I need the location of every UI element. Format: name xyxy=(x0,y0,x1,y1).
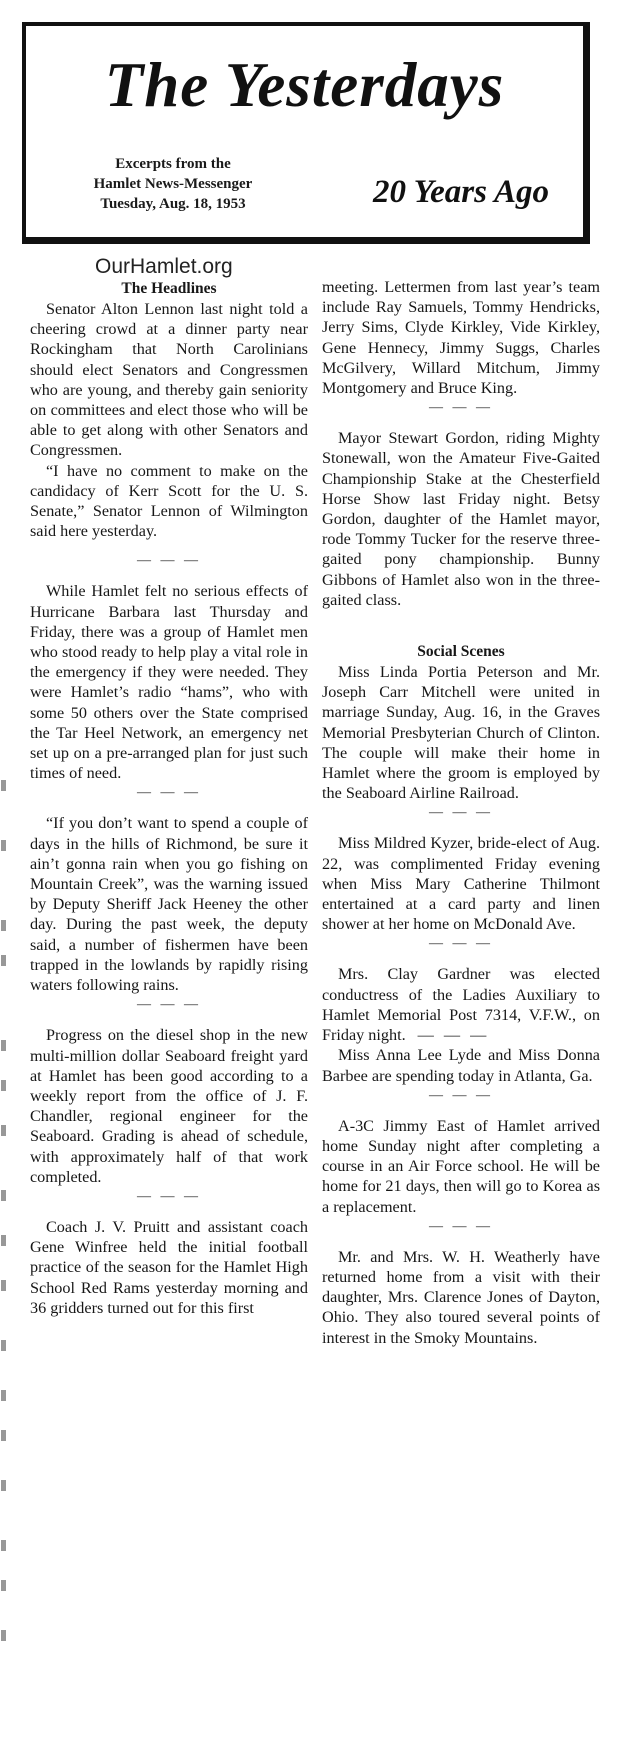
article-separator: — — — xyxy=(429,400,493,416)
article-separator: — — — xyxy=(417,1026,490,1045)
scan-edge-mark xyxy=(1,1630,6,1641)
scan-edge-mark xyxy=(1,1280,6,1291)
article-football-part-2: meeting. Lettermen from last year’s team include Ray Samuels, Tommy Hendricks, Jerry Sims, Clyde Kirkley, Vide Kirkley, Gene Hennecy, Jimmy Suggs, Charles McGilvery, Willard Mitchum, Jimmy Montgomery and Bruce King. xyxy=(322,278,600,398)
article-richmond-fishing: “If you don’t want to spend a couple of days in the hills of Richmond, be sure it ain’t gonna rain when you go fishing on Mountain Creek”, was the warning issued by Deputy Sheriff Jack Heeney the other day. During the past week, the deputy said, a number of fishermen have been trapped in the lowlands by rapidly rising waters following rains. xyxy=(30,814,308,995)
article-horse-show: Mayor Stewart Gordon, riding Mighty Stonewall, won the Amateur Five-Gaited Championship Stake at the Chesterfield Horse Show last Friday night. Betsy Gordon, daughter of the Hamlet mayor, rode Tommy Tucker for the reserve three-gaited pony championship. Bunny Gibbons of Hamlet also won in the three-gaited class. xyxy=(322,429,600,609)
scan-edge-mark xyxy=(1,780,6,791)
article-separator: — — — xyxy=(137,553,201,569)
scan-edge-mark xyxy=(1,840,6,851)
article-lennon-part-1: Senator Alton Lennon last night told a cheering crowd at a dinner party near Rockingham that North Carolinians should elect Senators and Congressmen who are young, and thereby gain seniority on committees and elect those who will be able to get along with other Senators and Congressmen. xyxy=(30,300,308,460)
article-separator: — — — xyxy=(429,936,493,952)
scan-edge-mark xyxy=(1,1540,6,1551)
article-separator: — — — xyxy=(429,805,493,821)
article-weatherly-visit: Mr. and Mrs. W. H. Weatherly have returned home from a visit with their daughter, Mrs. Clarence Jones of Dayton, Ohio. They also toured several points of interest in the Smoky Mountains. xyxy=(322,1247,600,1347)
scan-edge-mark xyxy=(1,1340,6,1351)
site-watermark: OurHamlet.org xyxy=(92,255,236,279)
scan-edge-mark xyxy=(1,1580,6,1591)
source-line-2: Hamlet News-Messenger xyxy=(93,176,253,192)
left-column xyxy=(30,279,308,1318)
years-ago-label: 20 Years Ago xyxy=(372,174,549,210)
scan-edge-mark xyxy=(1,1040,6,1051)
section-heading-social: Social Scenes xyxy=(417,643,505,661)
section-heading-headlines: The Headlines xyxy=(121,280,217,297)
scan-edge-mark xyxy=(1,920,6,931)
scan-edge-mark xyxy=(1,1430,6,1441)
article-lyde-barbee: Miss Anna Lee Lyde and Miss Donna Barbee are spending today in Atlanta, Ga. xyxy=(322,1046,600,1085)
article-hurricane: While Hamlet felt no serious effects of Hurricane Barbara last Thursday and Friday, there was a group of Hamlet men who stood ready to help play a vital role in the emergency if they were needed. They were Hamlet’s radio “hams”, who with some 50 others over the State comprised the Tar Heel Network, an emergency net set up on a pre-arranged plan for just such times of need. xyxy=(30,582,308,783)
article-kyzer-shower: Miss Mildred Kyzer, bride-elect of Aug. 22, was complimented Friday evening when Miss Mary Catherine Thilmont entertained at a card party and linen shower at her home on McDonald Ave. xyxy=(322,834,600,934)
masthead-box xyxy=(22,22,590,244)
scan-edge-mark xyxy=(1,1125,6,1136)
source-line-3: Tuesday, Aug. 18, 1953 xyxy=(100,196,246,212)
article-wedding: Miss Linda Portia Peterson and Mr. Joseph Carr Mitchell were united in marriage Sunday, Aug. 16, in the Graves Memorial Presbyterian Church of Clinton. The couple will make their home in Hamlet where the groom is employed by the Seaboard Airline Railroad. xyxy=(322,663,600,803)
article-separator: — — — xyxy=(429,1087,493,1103)
right-column xyxy=(322,277,600,1348)
scan-edge-mark xyxy=(1,1190,6,1201)
source-line-1: Excerpts from the xyxy=(115,156,231,172)
scan-edge-marks xyxy=(0,780,8,1680)
scan-edge-mark xyxy=(1,1080,6,1091)
article-separator: — — — xyxy=(137,997,201,1013)
article-separator: — — — xyxy=(137,1188,201,1204)
article-lennon-part-2: “I have no comment to make on the candidacy of Kerr Scott for the U. S. Senate,” Senator Lennon of Wilmington said here yesterday. xyxy=(30,461,308,541)
article-football-part-1: Coach J. V. Pruitt and assistant coach Gene Winfree held the initial football practice of the season for the Hamlet High School Red Rams yesterday morning and 36 gridders turned out for this first xyxy=(30,1217,308,1317)
article-jimmy-east: A-3C Jimmy East of Hamlet arrived home Sunday night after completing a course in an Air Force school. He will be home for 21 days, then will go to Korea as a replacement. xyxy=(322,1116,600,1216)
scan-edge-mark xyxy=(1,1235,6,1246)
article-separator: — — — xyxy=(137,785,201,801)
article-gardner-text: Mrs. Clay Gardner was elected conductress of the Ladies Auxiliary to Hamlet Memorial Post 7314, V.F.W., on Friday night. xyxy=(322,965,600,1045)
article-diesel-shop: Progress on the diesel shop in the new multi-million dollar Seaboard freight yard at Hamlet has been good according to a weekly report from the office of J. F. Chandler, regional engineer for the Seaboard. Grading is ahead of schedule, with approximately half of that work completed. xyxy=(30,1026,308,1186)
article-gardner-auxiliary xyxy=(322,964,600,1045)
scan-edge-mark xyxy=(1,1480,6,1491)
source-credit xyxy=(68,154,278,214)
article-separator: — — — xyxy=(429,1218,493,1234)
column-title: The Yesterdays xyxy=(104,50,505,120)
scan-edge-mark xyxy=(1,1390,6,1401)
scan-edge-mark xyxy=(1,955,6,966)
